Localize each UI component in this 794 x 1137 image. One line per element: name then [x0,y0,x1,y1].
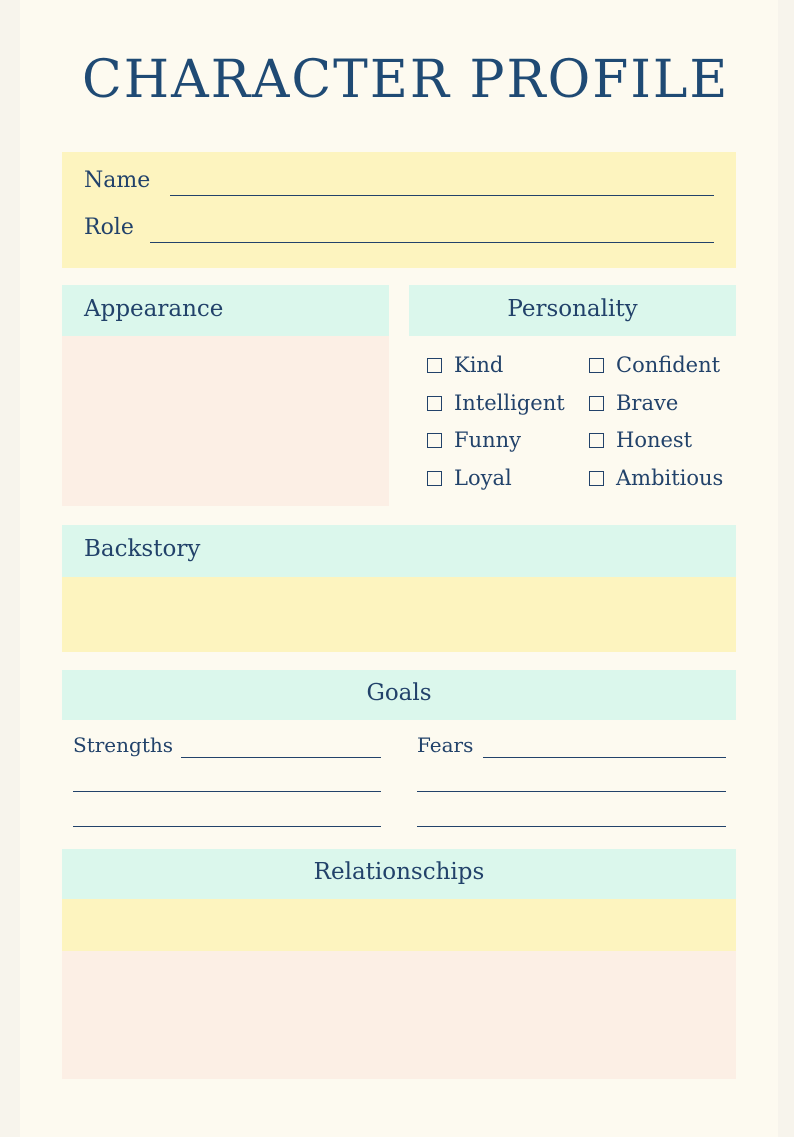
strengths-field-3[interactable] [73,826,381,827]
trait-confident-checkbox[interactable] [589,353,720,377]
checkbox-icon [427,471,442,486]
fears-field-3[interactable] [417,826,726,827]
personality-title: Personality [507,296,638,322]
trait-honest-checkbox[interactable] [589,428,692,452]
trait-brave-checkbox[interactable] [589,391,678,415]
checkbox-icon [427,358,442,373]
trait-label: Kind [454,353,504,377]
trait-kind-checkbox[interactable] [427,353,503,377]
backstory-area[interactable] [62,577,736,652]
trait-label: Confident [616,353,721,377]
relationships-area-top[interactable] [62,899,736,951]
trait-funny-checkbox[interactable] [427,428,521,452]
trait-loyal-checkbox[interactable] [427,466,512,490]
page-title: CHARACTER PROFILE [82,50,730,110]
backstory-title: Backstory [84,536,201,562]
trait-intelligent-checkbox[interactable] [427,391,565,415]
trait-label: Intelligent [454,391,565,415]
strengths-field-1[interactable] [181,757,381,758]
strengths-field-2[interactable] [73,791,381,792]
role-field[interactable] [150,242,714,243]
goals-title: Goals [366,680,432,706]
trait-label: Ambitious [616,466,724,490]
name-label: Name [84,168,151,193]
checkbox-icon [589,471,604,486]
fears-label: Fears [417,733,474,757]
appearance-title: Appearance [84,296,224,322]
trait-label: Honest [616,428,693,452]
trait-ambitious-checkbox[interactable] [589,466,723,490]
fears-field-1[interactable] [483,757,726,758]
strengths-label: Strengths [73,733,173,757]
relationships-title: Relationschips [313,859,485,885]
role-label: Role [84,215,134,240]
checkbox-icon [589,396,604,411]
fears-field-2[interactable] [417,791,726,792]
identity-panel [62,152,736,268]
appearance-area[interactable] [62,336,389,506]
checkbox-icon [427,433,442,448]
name-field[interactable] [170,195,714,196]
checkbox-icon [427,396,442,411]
trait-label: Funny [454,428,522,452]
trait-label: Loyal [454,466,512,490]
trait-label: Brave [616,391,679,415]
checkbox-icon [589,358,604,373]
checkbox-icon [589,433,604,448]
relationships-area-bottom[interactable] [62,951,736,1079]
